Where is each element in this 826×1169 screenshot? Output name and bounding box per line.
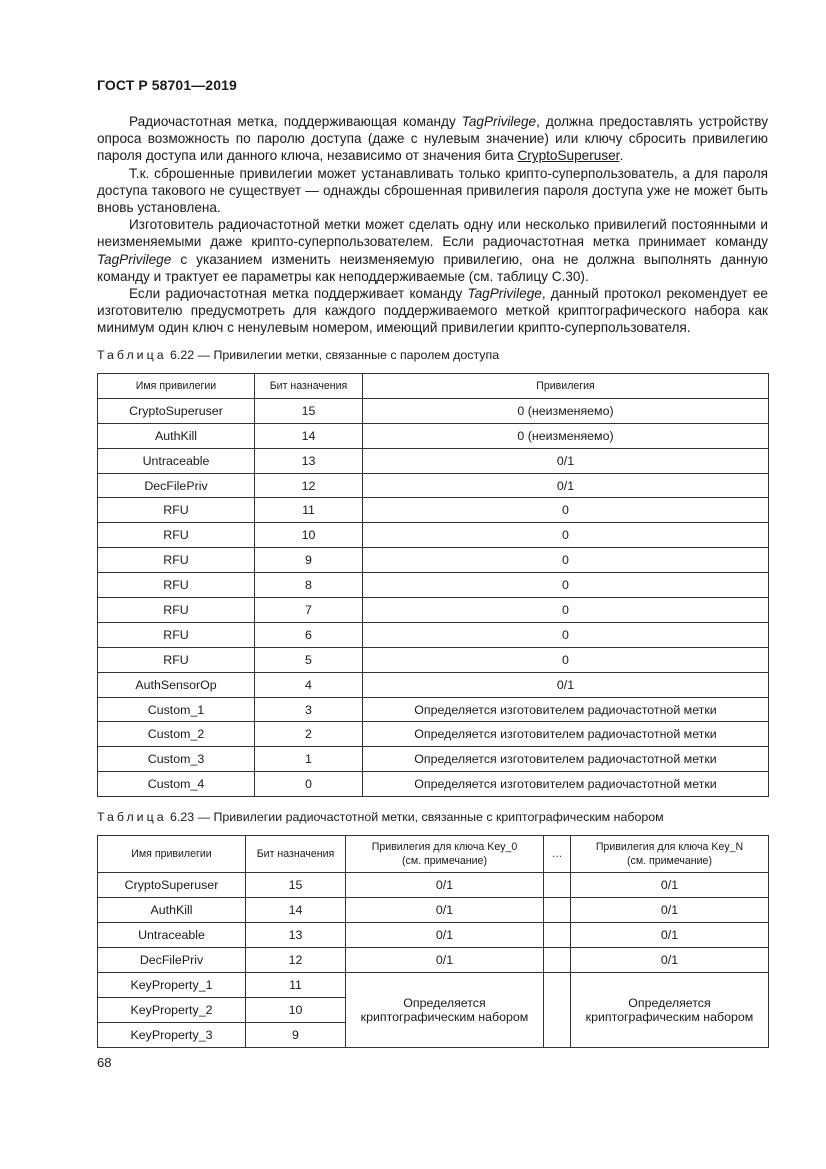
table-row [98, 647, 769, 672]
table-cell [544, 898, 571, 923]
table-password-privileges [97, 373, 769, 797]
table-cell: AuthSensorOp [98, 672, 255, 697]
table-cell: 0 [363, 573, 769, 598]
table-row [98, 722, 769, 747]
table-cell: Определяется изготовителем радиочастотной метки [363, 772, 769, 797]
column-header: Бит назначения [255, 374, 363, 399]
column-header: Привилегия для ключа Key_0 (см. примечание) [346, 836, 544, 873]
table-cell: 11 [246, 973, 346, 998]
table-row [98, 398, 769, 423]
table-cell: 0/1 [363, 672, 769, 697]
table-row [98, 598, 769, 623]
table-cell: CryptoSuperuser [98, 398, 255, 423]
table-cell: KeyProperty_3 [98, 1023, 246, 1048]
table-row [98, 923, 769, 948]
table-cell: 0/1 [571, 873, 769, 898]
table-cell: AuthKill [98, 423, 255, 448]
table-cell: RFU [98, 548, 255, 573]
table-cell: 0/1 [571, 898, 769, 923]
table-row [98, 672, 769, 697]
merged-cell: Определяется криптографическим набором [571, 973, 769, 1048]
table-cell [544, 873, 571, 898]
column-header: Имя привилегии [98, 836, 246, 873]
table-cell: 0/1 [571, 948, 769, 973]
table-cell: Определяется изготовителем радиочастотной метки [363, 747, 769, 772]
column-header: Привилегия [363, 374, 769, 399]
table-cell: KeyProperty_1 [98, 973, 246, 998]
table-cell: RFU [98, 647, 255, 672]
table-cell: 13 [255, 448, 363, 473]
table-cell [544, 973, 571, 1048]
table-cell: AuthKill [98, 898, 246, 923]
table-cell: 0 [363, 622, 769, 647]
table-cell: 0/1 [346, 873, 544, 898]
table-cell: Custom_2 [98, 722, 255, 747]
table-cell: 5 [255, 647, 363, 672]
table-cell: Untraceable [98, 923, 246, 948]
table-cell: DecFilePriv [98, 948, 246, 973]
table-cell: 12 [246, 948, 346, 973]
table-2-caption: Таблица 6.23 — Привилегии радиочастотной метки, связанные с криптографическим набором [97, 810, 664, 824]
paragraph-3: Изготовитель радиочастотной метки может сделать одну или несколько привилегий постоянными и неизменяемыми даже крипто-суперпользователем. Если радиочастотная метка принимает команду TagPrivilege с указанием изменить неизменяемую привилегию, она не должна выполнять данную команду и трактует ее параметры как неподдерживаемые (см. таблицу С.30). [97, 217, 768, 284]
table-row [98, 523, 769, 548]
table-cell: 0 [363, 498, 769, 523]
table-row [98, 573, 769, 598]
table-cell: 0/1 [363, 448, 769, 473]
table-cell: 10 [246, 998, 346, 1023]
table-cell: 10 [255, 523, 363, 548]
table-cell: 9 [246, 1023, 346, 1048]
table-cell: 0 [363, 598, 769, 623]
table-row [98, 548, 769, 573]
page-number: 68 [97, 1055, 112, 1070]
table-row [98, 473, 769, 498]
table-cell: 14 [255, 423, 363, 448]
table-cell: 0 [363, 647, 769, 672]
table-cell: RFU [98, 523, 255, 548]
table-row [98, 622, 769, 647]
table-row [98, 747, 769, 772]
table-cell: 0/1 [346, 898, 544, 923]
table-cell: 15 [246, 873, 346, 898]
table-row [98, 898, 769, 923]
table-cell: RFU [98, 622, 255, 647]
table-cell: 15 [255, 398, 363, 423]
table-cell: 3 [255, 697, 363, 722]
table-header-row [98, 374, 769, 399]
table-cell [544, 948, 571, 973]
table-row [98, 448, 769, 473]
table-cell: 8 [255, 573, 363, 598]
table-cell: RFU [98, 498, 255, 523]
table-1-caption: Таблица 6.22 — Привилегии метки, связанные с паролем доступа [97, 348, 500, 362]
table-row [98, 948, 769, 973]
column-header: Бит назначения [246, 836, 346, 873]
table-cell: 4 [255, 672, 363, 697]
table-crypto-privileges [97, 835, 769, 1048]
table-cell: 0 (неизменяемо) [363, 423, 769, 448]
table-row [98, 873, 769, 898]
table-row [98, 697, 769, 722]
merged-cell: Определяется криптографическим набором [346, 973, 544, 1048]
table-cell: 14 [246, 898, 346, 923]
body-text [97, 113, 768, 337]
table-cell: 12 [255, 473, 363, 498]
table-cell: 0 [255, 772, 363, 797]
column-header: Привилегия для ключа Key_N (см. примечание) [571, 836, 769, 873]
table-cell: 6 [255, 622, 363, 647]
table-cell: 9 [255, 548, 363, 573]
paragraph-1: Радиочастотная метка, поддерживающая команду TagPrivilege, должна предоставлять устройству опроса возможность по паролю доступа (даже с нулевым значение) или ключу сбросить привилегию пароля доступа или данного ключа, независимо от значения бита CryptoSuperuser. [97, 114, 768, 164]
table-cell: 7 [255, 598, 363, 623]
table-cell: 0/1 [571, 923, 769, 948]
paragraph-4: Если радиочастотная метка поддерживает команду TagPrivilege, данный протокол рекомендует ее изготовителю предусмотреть для каждого поддерживаемого меткой криптографического набора как минимум один ключ с ненулевым номером, имеющий привилегии крипто-суперпользователя. [97, 286, 768, 336]
table-cell: 0/1 [363, 473, 769, 498]
table-row [98, 423, 769, 448]
table-row [98, 498, 769, 523]
paragraph-2: Т.к. сброшенные привилегии может устанавливать только крипто-суперпользователь, а для пароля доступа такового не существует — однажды сброшенная привилегия пароля доступа уже не может быть вновь установлена. [97, 165, 768, 216]
table-cell: 2 [255, 722, 363, 747]
table-cell: 1 [255, 747, 363, 772]
table-header-row [98, 836, 769, 873]
table-cell: Определяется изготовителем радиочастотной метки [363, 697, 769, 722]
column-header: Имя привилегии [98, 374, 255, 399]
table-cell: Untraceable [98, 448, 255, 473]
column-header-ellipsis: … [544, 836, 571, 873]
cryptosuperuser-term: CryptoSuperuser [517, 148, 620, 164]
table-cell: Custom_3 [98, 747, 255, 772]
table-cell: 13 [246, 923, 346, 948]
table-cell [544, 923, 571, 948]
table-cell: Custom_4 [98, 772, 255, 797]
table-cell: 0/1 [346, 948, 544, 973]
table-cell: 0 (неизменяемо) [363, 398, 769, 423]
table-cell: 0 [363, 548, 769, 573]
table-cell: Custom_1 [98, 697, 255, 722]
table-cell: Определяется изготовителем радиочастотной метки [363, 722, 769, 747]
table-cell: 0/1 [346, 923, 544, 948]
document-header: ГОСТ Р 58701—2019 [97, 77, 237, 93]
table-cell: 0 [363, 523, 769, 548]
table-cell: KeyProperty_2 [98, 998, 246, 1023]
table-row [98, 772, 769, 797]
table-row [98, 973, 769, 998]
table-cell: DecFilePriv [98, 473, 255, 498]
table-cell: CryptoSuperuser [98, 873, 246, 898]
table-cell: 11 [255, 498, 363, 523]
table-cell: RFU [98, 598, 255, 623]
table-cell: RFU [98, 573, 255, 598]
